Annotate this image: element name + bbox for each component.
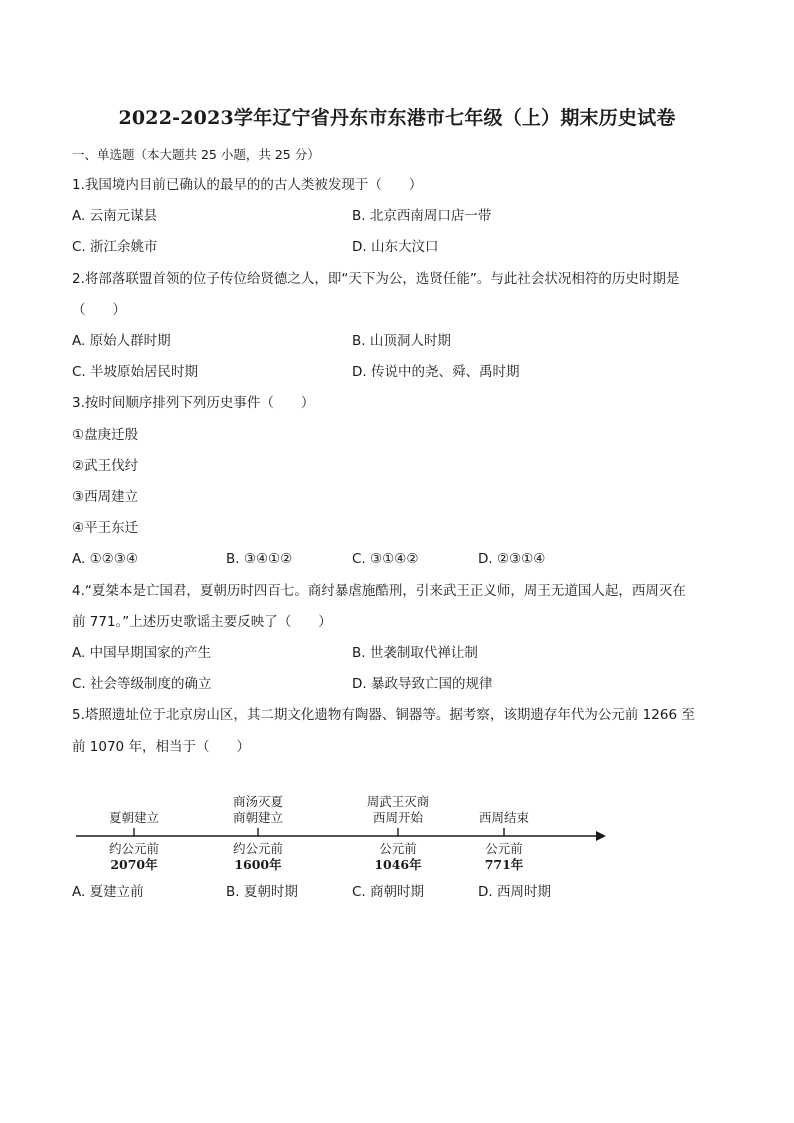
timeline-date-label: 1046年 xyxy=(374,857,422,872)
exam-title: 2022-2023学年辽宁省丹东市东港市七年级（上）期末历史试卷 xyxy=(118,107,676,129)
q5-option-c[interactable]: C. 商朝时期 xyxy=(352,884,425,900)
q3-option-c[interactable]: C. ③①④② xyxy=(352,551,419,567)
q3-option-a[interactable]: A. ①②③④ xyxy=(72,551,138,567)
q2-stem-line2: （ ） xyxy=(72,302,126,318)
q5-option-d[interactable]: D. 西周时期 xyxy=(478,884,551,900)
q4-stem-line1: 4.“夏桀本是亡国君，夏朝历时四百七。商纣暴虐施酷刑，引来武王正义师，周王无道国人起，西周灭在 xyxy=(72,583,686,599)
timeline-date-label: 约公元前 xyxy=(108,841,160,856)
q1-option-b[interactable]: B. 北京西南周口店一带 xyxy=(352,208,492,224)
q1-stem: 1.我国境内目前已确认的最早的的古人类被发现于（ ） xyxy=(72,177,423,193)
q5-option-b[interactable]: B. 夏朝时期 xyxy=(226,884,298,900)
timeline-date-label: 771年 xyxy=(484,857,524,872)
q2-option-b[interactable]: B. 山顶洞人时期 xyxy=(352,333,451,349)
q3-stem: 3.按时间顺序排列下列历史事件（ ） xyxy=(72,395,315,411)
timeline-event-label: 商汤灭夏 xyxy=(232,794,284,809)
section-heading: 一、单选题（本大题共 25 小题，共 25 分） xyxy=(72,147,320,162)
timeline-event-label: 夏朝建立 xyxy=(108,810,160,825)
q1-option-d[interactable]: D. 山东大汶口 xyxy=(352,239,439,255)
timeline-event-label: 西周开始 xyxy=(372,810,424,825)
q3-event-1: ①盘庚迁殷 xyxy=(72,427,139,443)
q4-option-a[interactable]: A. 中国早期国家的产生 xyxy=(72,645,212,661)
q3-event-2: ②武王伐纣 xyxy=(72,458,139,474)
timeline-event-label: 西周结束 xyxy=(478,810,530,825)
q4-option-c[interactable]: C. 社会等级制度的确立 xyxy=(72,676,212,692)
q3-event-4: ④平王东迁 xyxy=(72,520,139,536)
q2-option-c[interactable]: C. 半坡原始居民时期 xyxy=(72,364,199,380)
q3-event-3: ③西周建立 xyxy=(72,489,139,505)
q4-option-d[interactable]: D. 暴政导致亡国的规律 xyxy=(352,676,493,692)
q5-stem-line2: 前 1070 年，相当于（ ） xyxy=(72,739,250,755)
q4-stem-line2: 前 771。”上述历史歌谣主要反映了（ ） xyxy=(72,614,332,630)
q2-option-d[interactable]: D. 传说中的尧、舜、禹时期 xyxy=(352,364,520,380)
timeline-date-label: 约公元前 xyxy=(232,841,284,856)
q1-option-c[interactable]: C. 浙江余姚市 xyxy=(72,239,158,255)
q1-option-a[interactable]: A. 云南元谋县 xyxy=(72,208,158,224)
timeline-date-label: 2070年 xyxy=(110,857,158,872)
timeline-date-label: 1600年 xyxy=(234,857,282,872)
timeline-axis xyxy=(76,831,606,841)
timeline-date-label: 公元前 xyxy=(485,841,523,856)
q2-option-a[interactable]: A. 原始人群时期 xyxy=(72,333,171,349)
timeline-event-label: 商朝建立 xyxy=(232,810,284,825)
q5-option-a[interactable]: A. 夏建立前 xyxy=(72,884,144,900)
q5-stem-line1: 5.塔照遗址位于北京房山区，其二期文化遗物有陶器、铜器等。据考察，该期遗存年代为公元前 1266 至 xyxy=(72,707,695,723)
q3-option-d[interactable]: D. ②③①④ xyxy=(478,551,546,567)
timeline-arrow-head xyxy=(596,831,606,841)
q2-stem-line1: 2.将部落联盟首领的位子传位给贤德之人，即“天下为公，选贤任能”。与此社会状况相符的历史时期是 xyxy=(72,271,680,287)
q3-option-b[interactable]: B. ③④①② xyxy=(226,551,293,567)
timeline-event-label: 周武王灭商 xyxy=(366,794,430,809)
q4-option-b[interactable]: B. 世袭制取代禅让制 xyxy=(352,645,478,661)
timeline-date-label: 公元前 xyxy=(379,841,417,856)
